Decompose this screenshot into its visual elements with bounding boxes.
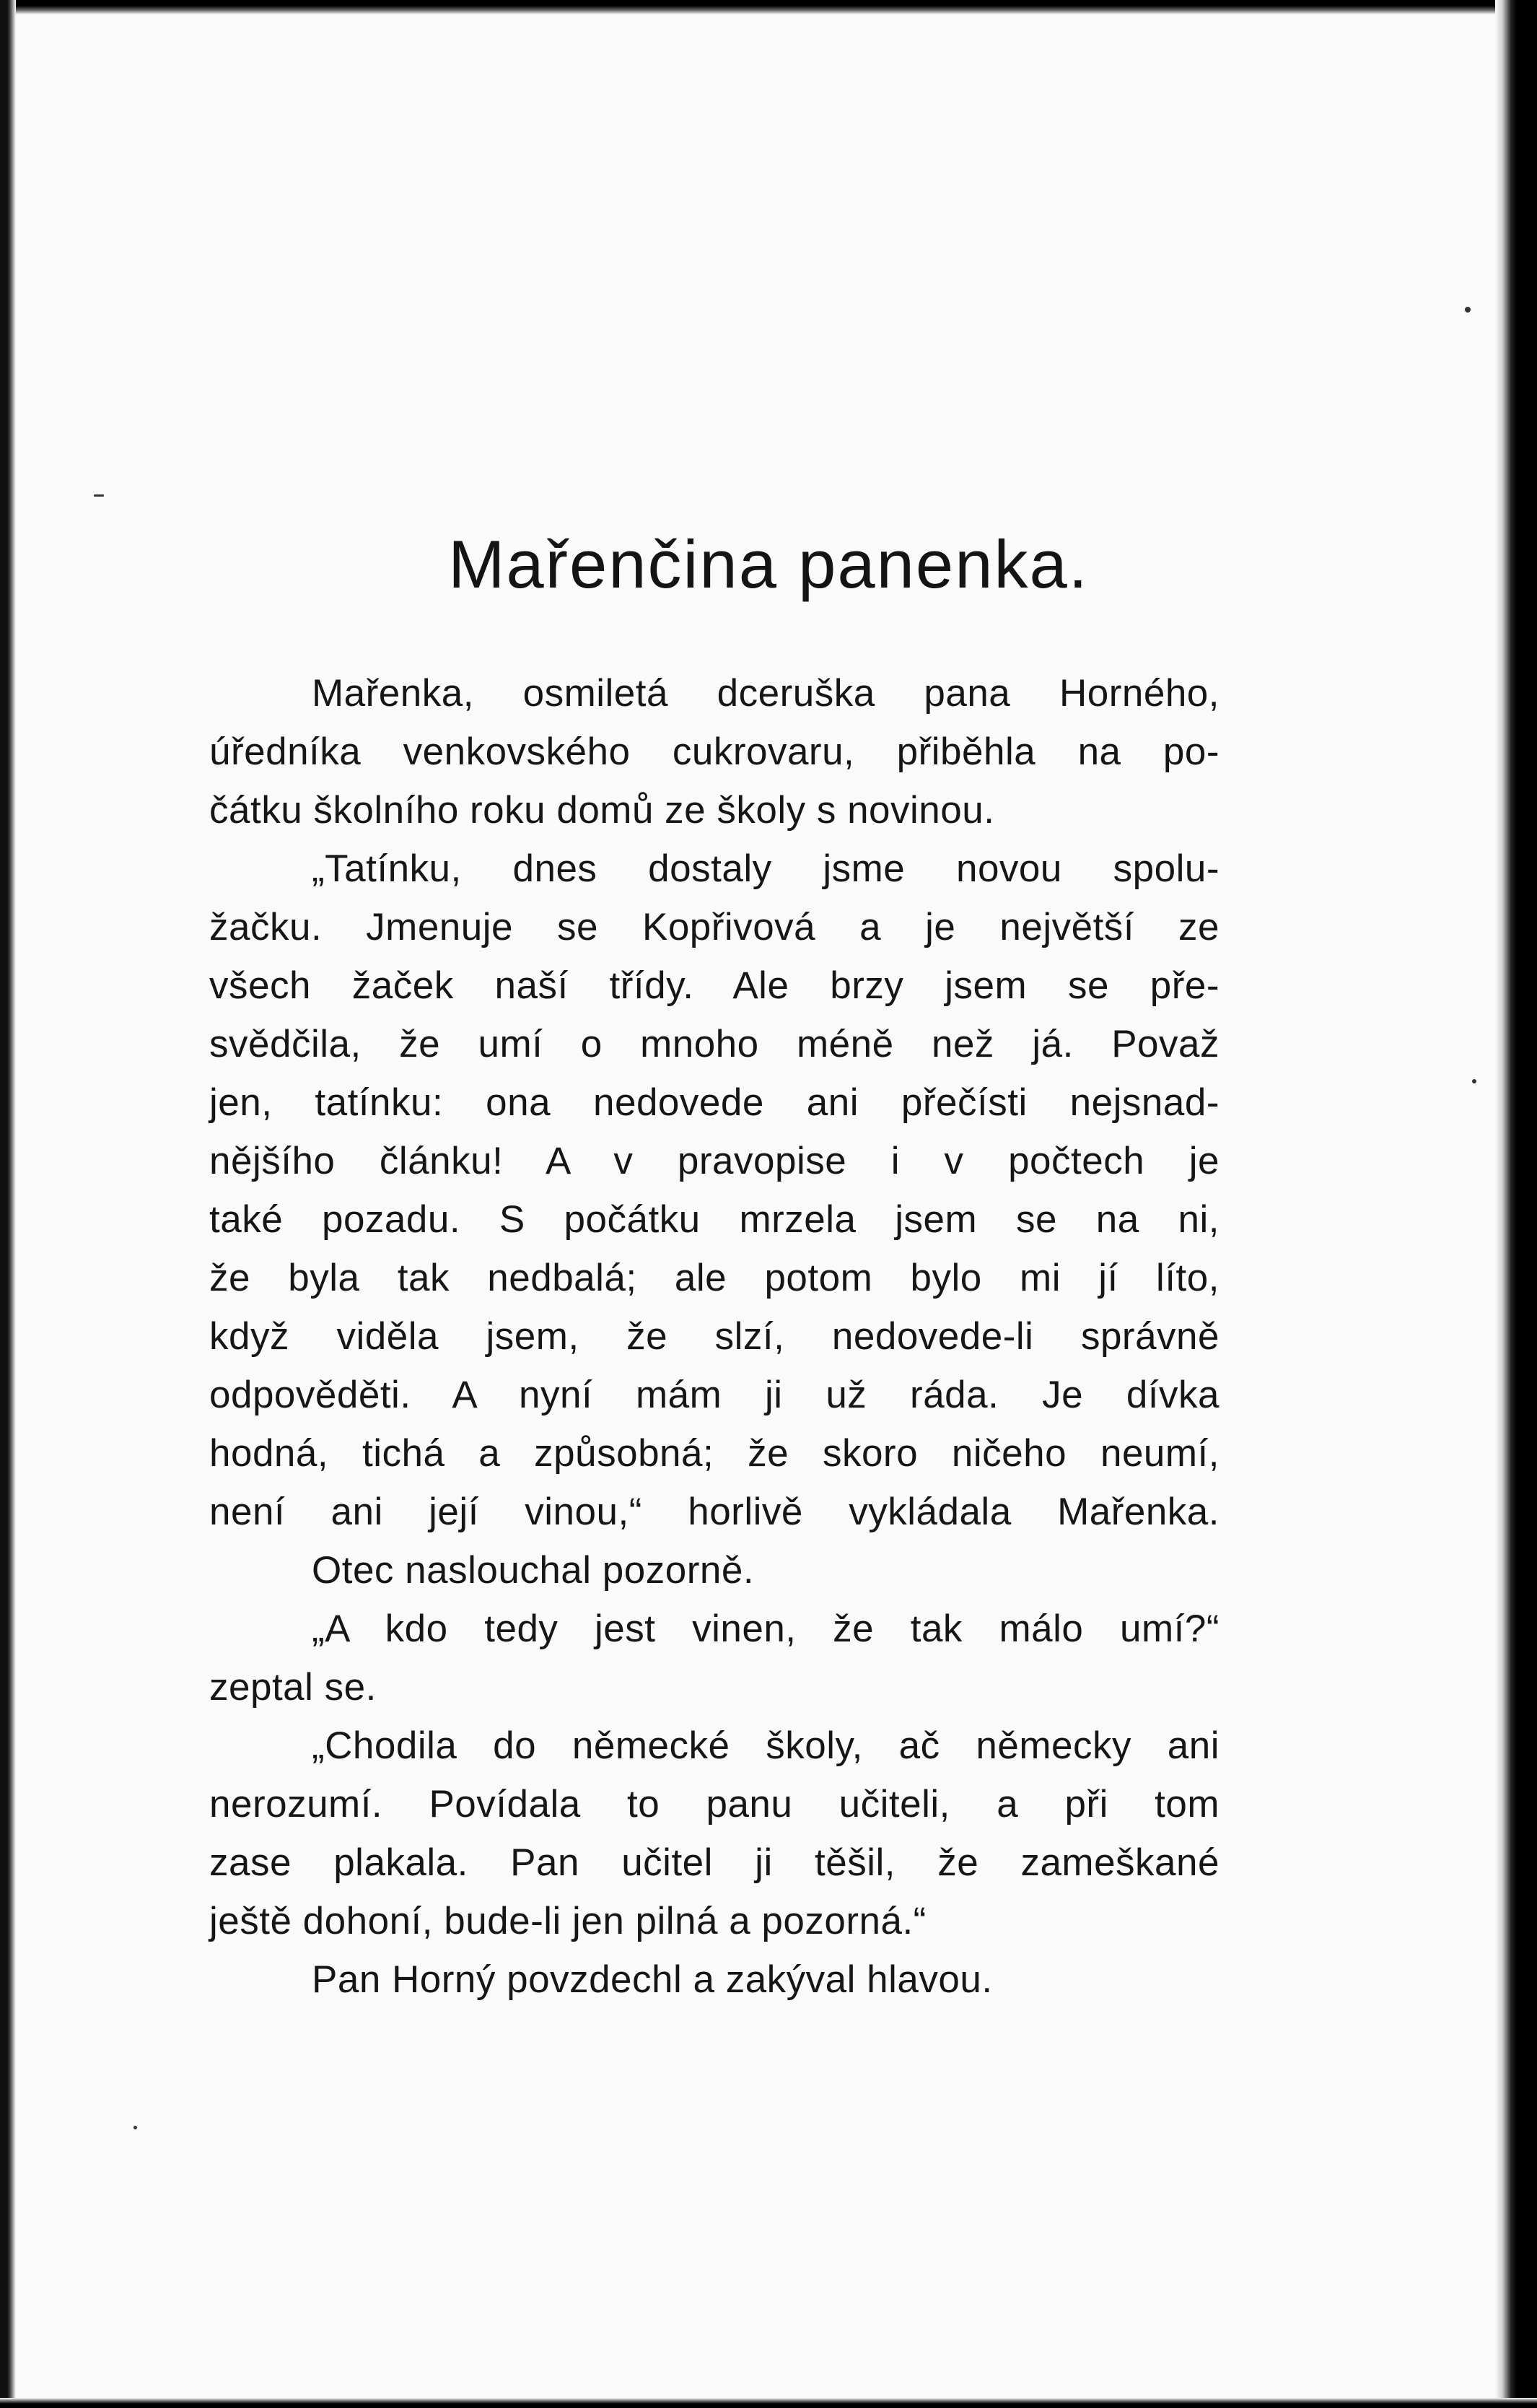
scan-edge-top xyxy=(0,0,1537,14)
text-line: žačku. Jmenuje se Kopřivová a je největší ze xyxy=(209,906,1219,948)
scan-edge-right xyxy=(1495,0,1537,2408)
text-line: všech žaček naší třídy. Ale brzy jsem se pře- xyxy=(209,964,1219,1007)
text-line: úředníka venkovského cukrovaru, přiběhla na po- xyxy=(209,730,1219,773)
text-line: Otec naslouchal pozorně. xyxy=(312,1549,755,1592)
scan-edge-bottom xyxy=(0,2398,1537,2408)
text-line: Mařenka, osmiletá dceruška pana Horného, xyxy=(312,672,1219,715)
text-line: „Chodila do německé školy, ač německy ani xyxy=(312,1724,1219,1767)
text-line: nějšího článku! A v pravopise i v počtech je xyxy=(209,1140,1219,1182)
text-line: nerozumí. Povídala to panu učiteli, a při tom xyxy=(209,1783,1219,1825)
text-line: svědčila, že umí o mnoho méně než já. Považ xyxy=(209,1023,1219,1065)
text-line: „Tatínku, dnes dostaly jsme novou spolu- xyxy=(312,847,1219,890)
text-line: Pan Horný povzdechl a zakýval hlavou. xyxy=(312,1958,993,2001)
text-line: není ani její vinou,“ horlivě vykládala Mařenka. xyxy=(209,1491,1219,1533)
text-line: když viděla jsem, že slzí, nedovede-li správně xyxy=(209,1315,1219,1358)
scan-speck xyxy=(1472,1079,1476,1083)
text-line: také pozadu. S počátku mrzela jsem se na ni, xyxy=(209,1198,1219,1241)
scan-edge-left xyxy=(0,0,16,2408)
body-text xyxy=(209,664,1219,2009)
text-line: odpověděti. A nyní mám ji už ráda. Je dívka xyxy=(209,1374,1219,1416)
text-line: jen, tatínku: ona nedovede ani přečísti nejsnad- xyxy=(209,1081,1219,1124)
text-line: zase plakala. Pan učitel ji těšil, že zameškané xyxy=(209,1841,1219,1884)
scan-speck xyxy=(1465,307,1471,313)
text-line: čátku školního roku domů ze školy s novinou. xyxy=(209,789,995,832)
text-line: zeptal se. xyxy=(209,1666,377,1709)
scan-speck xyxy=(94,494,104,497)
text-line: hodná, tichá a způsobná; že skoro ničeho neumí, xyxy=(209,1432,1219,1475)
text-line: ještě dohoní, bude-li jen pilná a pozorná.“ xyxy=(209,1900,927,1942)
text-line: „A kdo tedy jest vinen, že tak málo umí?“ xyxy=(312,1607,1219,1650)
scan-speck xyxy=(133,2126,137,2129)
text-line: že byla tak nedbalá; ale potom bylo mi jí líto, xyxy=(209,1257,1219,1299)
page-title: Mařenčina panenka. xyxy=(448,526,1089,602)
